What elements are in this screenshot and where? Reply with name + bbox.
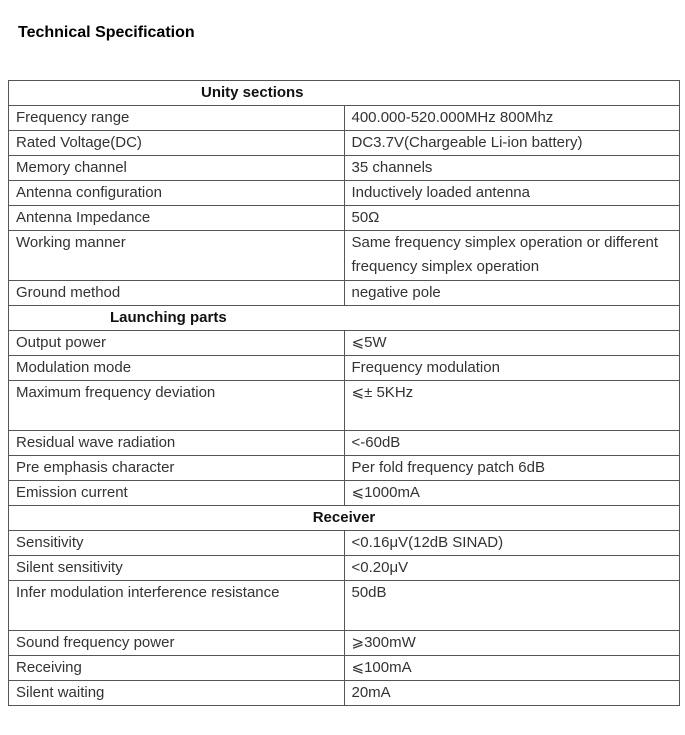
- section-title-launching: Launching parts: [9, 306, 680, 331]
- spec-label: Rated Voltage(DC): [9, 131, 345, 156]
- spec-value: <0.16μV(12dB SINAD): [344, 531, 680, 556]
- spec-value: DC3.7V(Chargeable Li-ion battery): [344, 131, 680, 156]
- spec-label: Infer modulation interference resistance: [9, 581, 345, 631]
- spec-label: Silent waiting: [9, 681, 345, 706]
- spec-label: Memory channel: [9, 156, 345, 181]
- table-row: [9, 356, 680, 381]
- spec-label: Ground method: [9, 281, 345, 306]
- spec-label: Pre emphasis character: [9, 456, 345, 481]
- spec-value: ⩽5W: [344, 331, 680, 356]
- table-row: [9, 581, 680, 631]
- spec-table: [8, 80, 680, 706]
- spec-value: Inductively loaded antenna: [344, 181, 680, 206]
- table-row: [9, 531, 680, 556]
- table-row: [9, 456, 680, 481]
- section-header-row: [9, 506, 680, 531]
- table-row: [9, 431, 680, 456]
- spec-value: 35 channels: [344, 156, 680, 181]
- table-row: [9, 106, 680, 131]
- spec-value: Same frequency simplex operation or different frequency simplex operation: [344, 231, 680, 281]
- table-row: [9, 331, 680, 356]
- table-row: [9, 381, 680, 431]
- spec-label: Modulation mode: [9, 356, 345, 381]
- spec-value: ⩾300mW: [344, 631, 680, 656]
- spec-label: Silent sensitivity: [9, 556, 345, 581]
- spec-value: <-60dB: [344, 431, 680, 456]
- spec-value: negative pole: [344, 281, 680, 306]
- spec-label: Antenna configuration: [9, 181, 345, 206]
- spec-label: Sensitivity: [9, 531, 345, 556]
- spec-value: ⩽1000mA: [344, 481, 680, 506]
- table-row: [9, 481, 680, 506]
- table-row: [9, 206, 680, 231]
- table-row: [9, 131, 680, 156]
- page-title: Technical Specification: [18, 24, 195, 41]
- section-header-row: [9, 306, 680, 331]
- spec-label: Residual wave radiation: [9, 431, 345, 456]
- spec-value: 400.000-520.000MHz 800Mhz: [344, 106, 680, 131]
- section-header-row: [9, 81, 680, 106]
- spec-label: Antenna Impedance: [9, 206, 345, 231]
- table-row: [9, 631, 680, 656]
- spec-label: Sound frequency power: [9, 631, 345, 656]
- table-row: [9, 181, 680, 206]
- table-row: [9, 281, 680, 306]
- table-row: [9, 681, 680, 706]
- spec-value: 50dB: [344, 581, 680, 631]
- spec-value: 50Ω: [344, 206, 680, 231]
- spec-label: Maximum frequency deviation: [9, 381, 345, 431]
- spec-label: Emission current: [9, 481, 345, 506]
- spec-value: Frequency modulation: [344, 356, 680, 381]
- section-title-receiver: Receiver: [9, 506, 680, 531]
- spec-label: Frequency range: [9, 106, 345, 131]
- table-row: [9, 231, 680, 281]
- spec-value: ⩽100mA: [344, 656, 680, 681]
- table-row: [9, 556, 680, 581]
- spec-label: Working manner: [9, 231, 345, 281]
- section-title-unity: Unity sections: [9, 81, 680, 106]
- spec-value: Per fold frequency patch 6dB: [344, 456, 680, 481]
- table-row: [9, 156, 680, 181]
- spec-label: Receiving: [9, 656, 345, 681]
- spec-label: Output power: [9, 331, 345, 356]
- spec-value: <0.20μV: [344, 556, 680, 581]
- table-row: [9, 656, 680, 681]
- spec-value: ⩽± 5KHz: [344, 381, 680, 431]
- spec-value: 20mA: [344, 681, 680, 706]
